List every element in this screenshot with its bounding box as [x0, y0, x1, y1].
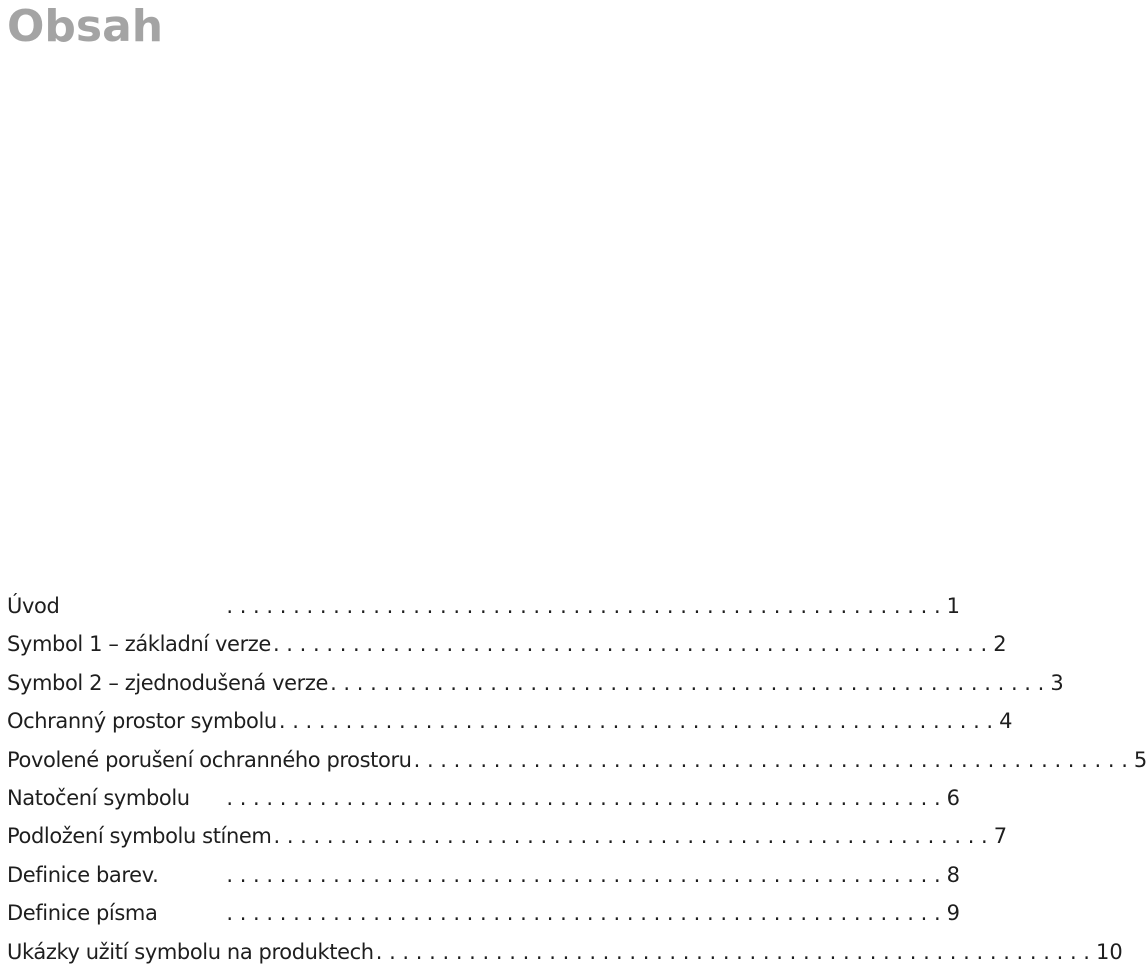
- toc-entry-natoceni[interactable]: [7, 779, 960, 817]
- toc-page-number: 2: [993, 632, 1007, 657]
- toc-dot-leader: . . . . . . . . . . . . . . . . . . . . . . . . . . . . . . . . . . . . . . . . . . . . . . . . . . . . . .: [226, 901, 941, 926]
- toc-entry-label: Povolené porušení ochranného prostoru: [7, 747, 412, 772]
- toc-entry-label: Symbol 1 – základní verze: [7, 632, 271, 657]
- toc-page-number: 3: [1050, 670, 1064, 695]
- toc-entry-symbol-1[interactable]: [7, 625, 1007, 663]
- toc-entry-label: Úvod: [7, 594, 60, 618]
- toc-entry-uvod[interactable]: [7, 587, 960, 625]
- toc-dot-leader: . . . . . . . . . . . . . . . . . . . . . . . . . . . . . . . . . . . . . . . . . . . . . . . . . . . . . .: [226, 594, 941, 618]
- toc-page-number: 7: [993, 824, 1008, 849]
- toc-entry-ukazky[interactable]: [7, 933, 1123, 971]
- toc-dot-leader: . . . . . . . . . . . . . . . . . . . . . . . . . . . . . . . . . . . . . . . . . . . . . . . . . . . . . .: [273, 824, 988, 849]
- toc-page-number: 9: [946, 901, 960, 926]
- toc-dot-leader: . . . . . . . . . . . . . . . . . . . . . . . . . . . . . . . . . . . . . . . . . . . . . . . . . . . . . .: [413, 747, 1128, 772]
- toc-entry-label: Podložení symbolu stínem: [7, 824, 272, 849]
- toc-entry-symbol-2[interactable]: [7, 664, 1064, 702]
- toc-page-number: 4: [999, 709, 1013, 734]
- toc-page-number: 6: [946, 785, 960, 810]
- toc-entry-ochranny-prostor[interactable]: [7, 702, 1013, 740]
- toc-page-number: 10: [1095, 939, 1123, 964]
- toc-entry-povolene-poruseni[interactable]: [7, 741, 1147, 779]
- toc-entry-label: Definice barev.: [7, 862, 159, 887]
- toc-entry-definice-pisma[interactable]: [7, 894, 960, 932]
- toc-entry-label: Ochranný prostor symbolu: [7, 709, 277, 734]
- toc-entry-label: Symbol 2 – zjednodušená verze: [7, 670, 329, 695]
- toc-entry-label: Ukázky užití symbolu na produktech: [7, 939, 374, 964]
- toc-dot-leader: . . . . . . . . . . . . . . . . . . . . . . . . . . . . . . . . . . . . . . . . . . . . . . . . . . . . . .: [278, 709, 994, 734]
- toc-entry-label: Definice písma: [7, 901, 158, 926]
- toc-dot-leader: . . . . . . . . . . . . . . . . . . . . . . . . . . . . . . . . . . . . . . . . . . . . . . . . . . . . . .: [226, 785, 941, 810]
- toc-page-number: 8: [946, 862, 960, 887]
- toc-dot-leader: . . . . . . . . . . . . . . . . . . . . . . . . . . . . . . . . . . . . . . . . . . . . . . . . . . . . . .: [330, 670, 1045, 695]
- toc-dot-leader: . . . . . . . . . . . . . . . . . . . . . . . . . . . . . . . . . . . . . . . . . . . . . . . . . . . . . .: [226, 862, 941, 887]
- toc-dot-leader: . . . . . . . . . . . . . . . . . . . . . . . . . . . . . . . . . . . . . . . . . . . . . . . . . . . . . .: [375, 939, 1090, 964]
- toc-page-number: 1: [946, 594, 960, 618]
- toc-dot-leader: . . . . . . . . . . . . . . . . . . . . . . . . . . . . . . . . . . . . . . . . . . . . . . . . . . . . . .: [272, 632, 988, 657]
- toc-entry-label: Natočení symbolu: [7, 785, 190, 810]
- toc-entry-definice-barev[interactable]: [7, 856, 960, 894]
- table-of-contents: [7, 587, 1147, 971]
- toc-entry-podlozeni[interactable]: [7, 817, 1008, 855]
- toc-page-number: 5: [1133, 747, 1147, 772]
- page-title: Obsah: [7, 1, 164, 52]
